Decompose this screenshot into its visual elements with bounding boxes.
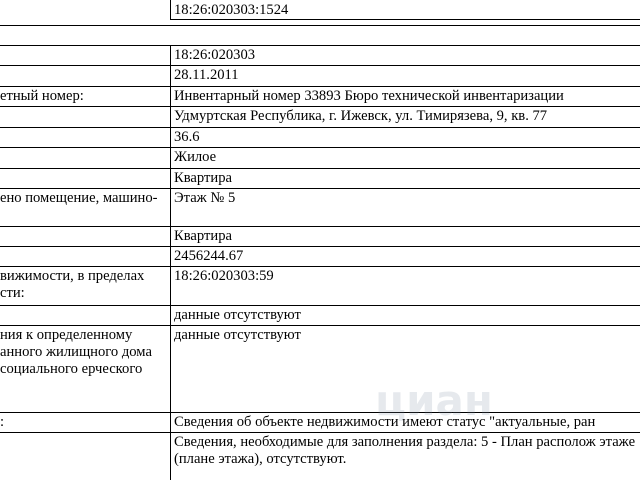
housing-fund-value: данные отсутствуют — [174, 327, 301, 343]
parent-object-label: вижимости, в пределах сти: — [0, 268, 145, 301]
status-label: : — [0, 414, 5, 430]
other-numbers-value: данные отсутствуют — [174, 307, 301, 323]
previous-number-label: етный номер: — [0, 88, 84, 104]
previous-number-value: Инвентарный номер 33893 Бюро технической инвентаризации — [174, 88, 564, 104]
floor-label: ено помещение, машино- — [0, 190, 158, 206]
cadastral-quarter-value: 18:26:020303 — [174, 47, 256, 63]
date-assigned-value: 28.11.2011 — [174, 67, 239, 83]
parent-object-value: 18:26:020303:59 — [174, 268, 274, 284]
status-value: Сведения об объекте недвижимости имеют статус "актуальные, ран — [174, 414, 596, 430]
housing-fund-label: ния к определенному анного жилищного дома социального ерческого — [0, 327, 152, 377]
svg-text:циан: циан — [375, 376, 493, 425]
special-notes-value: Сведения, необходимые для заполнения раздела: 5 - План располож этаже (плане этажа), отсутствуют. — [174, 434, 636, 467]
cadastral-number-value: 18:26:020303:1524 — [174, 2, 289, 18]
floor-value: Этаж № 5 — [174, 190, 236, 206]
purpose-value: Жилое — [174, 149, 217, 165]
area-value: 36.6 — [174, 129, 200, 145]
object-name-value: Квартира — [174, 170, 232, 186]
premises-type-value: Квартира — [174, 228, 232, 244]
cadastral-value-amount: 2456244.67 — [174, 248, 244, 264]
address-value: Удмуртская Республика, г. Ижевск, ул. Тимирязева, 9, кв. 77 — [174, 108, 548, 124]
